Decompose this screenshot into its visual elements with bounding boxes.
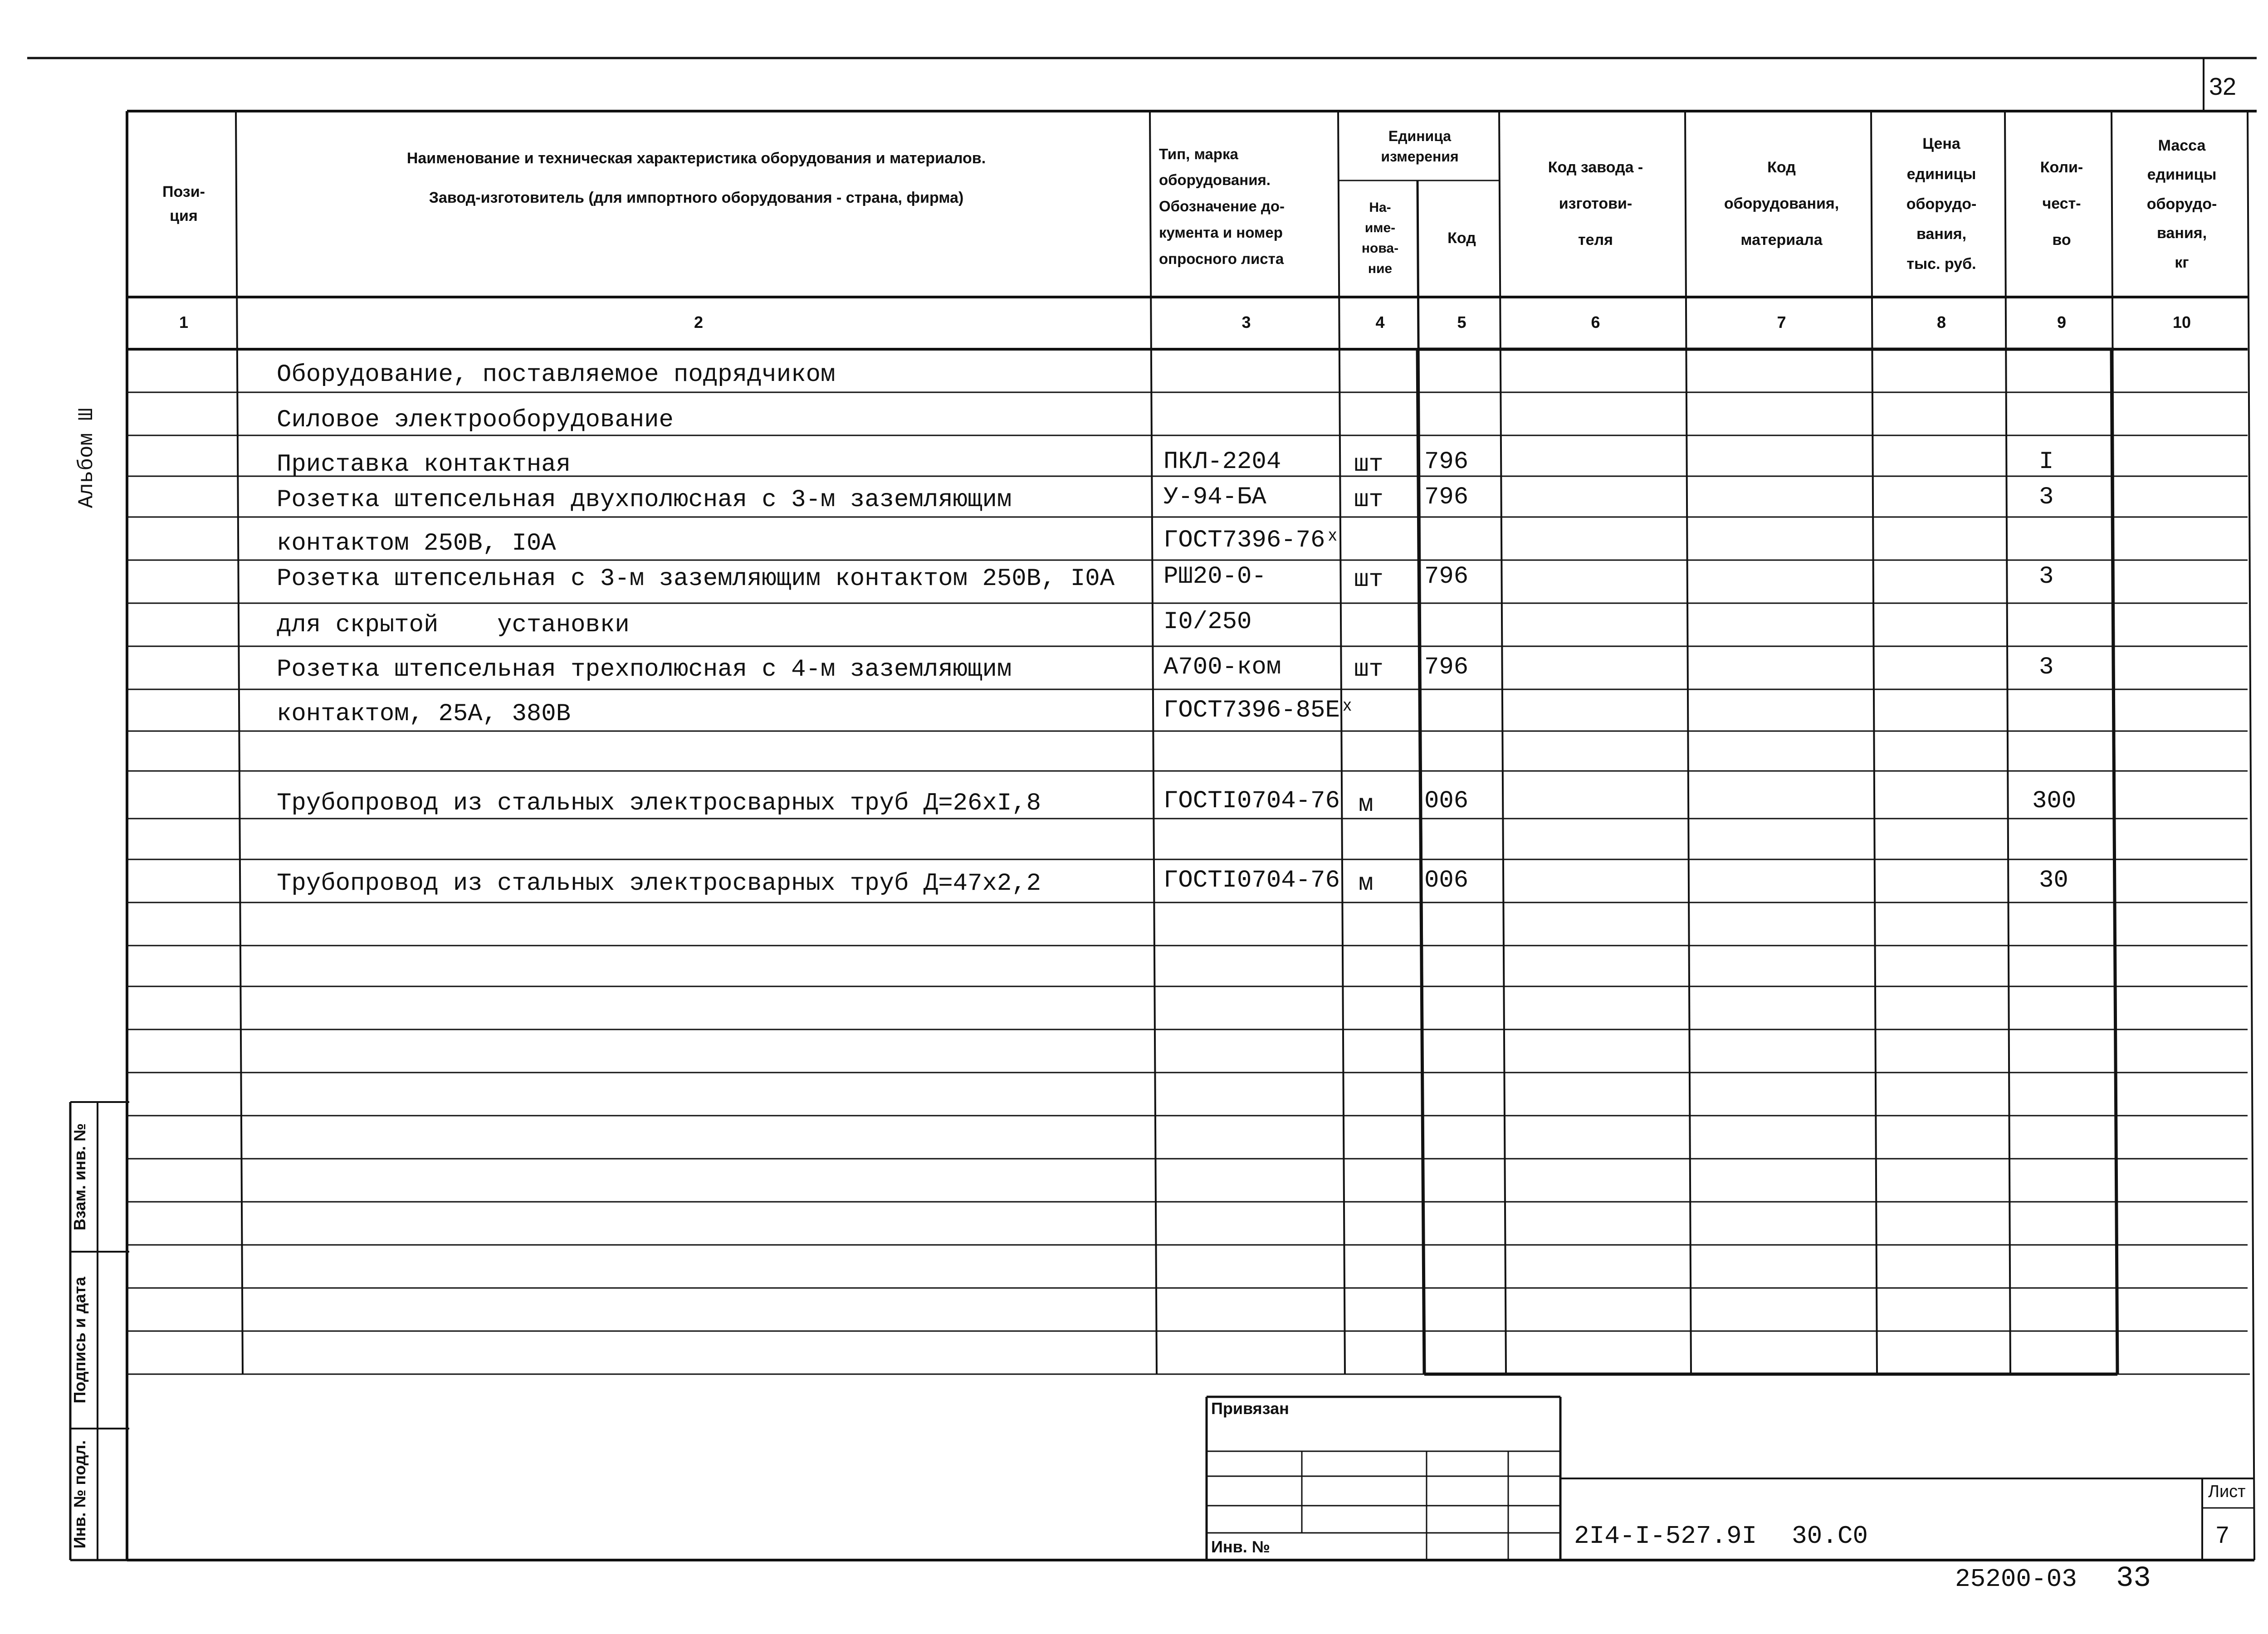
table-row-type: ГОСТ7396-76ˣ	[1163, 527, 1340, 554]
table-row-code: 006	[1424, 787, 1469, 815]
col-number-6: 6	[1591, 313, 1600, 332]
table-row-qty: 3	[2039, 654, 2054, 681]
col-number-8: 8	[1936, 313, 1946, 332]
header-unit-name: На- име- нова- ние	[1361, 200, 1399, 276]
table-row-name: контактом, 25А, 380В	[277, 700, 571, 728]
table-row-type: ПКЛ-2204	[1163, 448, 1281, 476]
col-number-5: 5	[1457, 313, 1466, 332]
table-row-qty: 300	[2032, 787, 2077, 815]
table-row-qty: 3	[2039, 483, 2054, 511]
page-number-top: 32	[2209, 73, 2237, 100]
table-row-unit: шт	[1354, 566, 1383, 594]
header-price: Цена единицы оборудо- вания, тыс. руб.	[1906, 135, 1977, 273]
table-row-type: I0/250	[1163, 608, 1252, 636]
inv-no-label: Инв. №	[1211, 1537, 1270, 1556]
table-row-name: Розетка штепсельная трехполюсная с 4-м заземляющим	[277, 656, 1012, 683]
header-mass: Масса единицы оборудо- вания, кг	[2146, 137, 2217, 271]
table-row-type: ГОСТ7396-85Еˣ	[1163, 697, 1355, 724]
document-section: 30.С0	[1792, 1522, 1868, 1551]
table-row-unit: шт	[1354, 451, 1383, 478]
vzam-inv-label: Взам. инв. №	[70, 1123, 89, 1231]
col-number-9: 9	[2057, 313, 2067, 332]
header-type: Тип, марка оборудования. Обозначение до- кумента и номер опросного листа	[1159, 145, 1285, 267]
album-label: Альбом Ш	[75, 408, 98, 508]
table-row-type: У-94-БА	[1163, 483, 1266, 511]
table-row-name: Трубопровод из стальных электросварных труб Д=47х2,2	[277, 870, 1041, 897]
table-row-unit: шт	[1354, 656, 1383, 683]
col-number-3: 3	[1242, 313, 1251, 332]
table-row-unit: м	[1359, 870, 1374, 897]
col-number-7: 7	[1777, 313, 1786, 332]
document-code: 2I4-I-527.9I	[1574, 1522, 1757, 1551]
table-row-name: Силовое электрооборудование	[277, 406, 674, 434]
sheet-label: Лист	[2208, 1482, 2246, 1501]
table-row-name: Розетка штепсельная с 3-м заземляющим контактом 250В, I0A	[277, 565, 1115, 593]
col-number-2: 2	[694, 313, 704, 332]
table-row-qty: 3	[2039, 563, 2054, 590]
header-unit-group: Единица измерения	[1381, 127, 1459, 165]
table-row-unit: шт	[1354, 486, 1383, 514]
header-position: Пози- ция	[162, 183, 205, 224]
header-factory-code: Код завода - изготови- теля	[1548, 159, 1643, 249]
table-row-qty: I	[2039, 448, 2054, 476]
table-row-type: А700-ком	[1163, 654, 1281, 681]
col-number-10: 10	[2172, 313, 2191, 332]
sheet-number: 7	[2216, 1522, 2229, 1548]
header-equipment-code: Код оборудования, материала	[1724, 159, 1839, 249]
table-row-name: Трубопровод из стальных электросварных труб Д=26хI,8	[277, 790, 1041, 817]
table-row-type: ГОСТI0704-76	[1163, 867, 1340, 894]
privyazan-label: Привязан	[1211, 1399, 1289, 1418]
table-row-type: ГОСТI0704-76	[1163, 787, 1340, 815]
table-row-code: 796	[1424, 654, 1469, 681]
table-row-qty: 30	[2039, 867, 2068, 894]
header-name-line1: Наименование и техническая характеристика оборудования и материалов.	[406, 150, 986, 167]
podpis-data-label: Подпись и дата	[70, 1277, 89, 1404]
table-row-code: 796	[1424, 563, 1469, 590]
header-name	[245, 150, 1148, 207]
header-unit-code: Код	[1447, 229, 1476, 247]
table-row-name: Приставка контактная	[277, 451, 571, 478]
table-row-name: контактом 250В, I0A	[277, 530, 556, 557]
table-row-name: Оборудование, поставляемое подрядчиком	[277, 361, 836, 389]
footer-stamp-number: 25200-03	[1955, 1565, 2077, 1594]
table-row-code: 006	[1424, 867, 1469, 894]
table-row-code: 796	[1424, 483, 1469, 511]
table-row-unit: м	[1359, 791, 1374, 819]
table-row-name: для скрытой установки	[277, 611, 630, 639]
header-name-line2: Завод-изготовитель (для импортного оборудования - страна, фирма)	[429, 189, 964, 206]
table-row-name: Розетка штепсельная двухполюсная с 3-м заземляющим	[277, 486, 1012, 514]
header-quantity: Коли- чест- во	[2040, 159, 2083, 249]
inv-podl-label: Инв. № подл.	[70, 1440, 89, 1549]
table-row-type: РШ20-0-	[1163, 563, 1266, 590]
col-number-4: 4	[1375, 313, 1385, 332]
footer-page-number: 33	[2116, 1562, 2151, 1595]
table-row-code: 796	[1424, 448, 1469, 476]
col-number-1: 1	[179, 313, 189, 332]
